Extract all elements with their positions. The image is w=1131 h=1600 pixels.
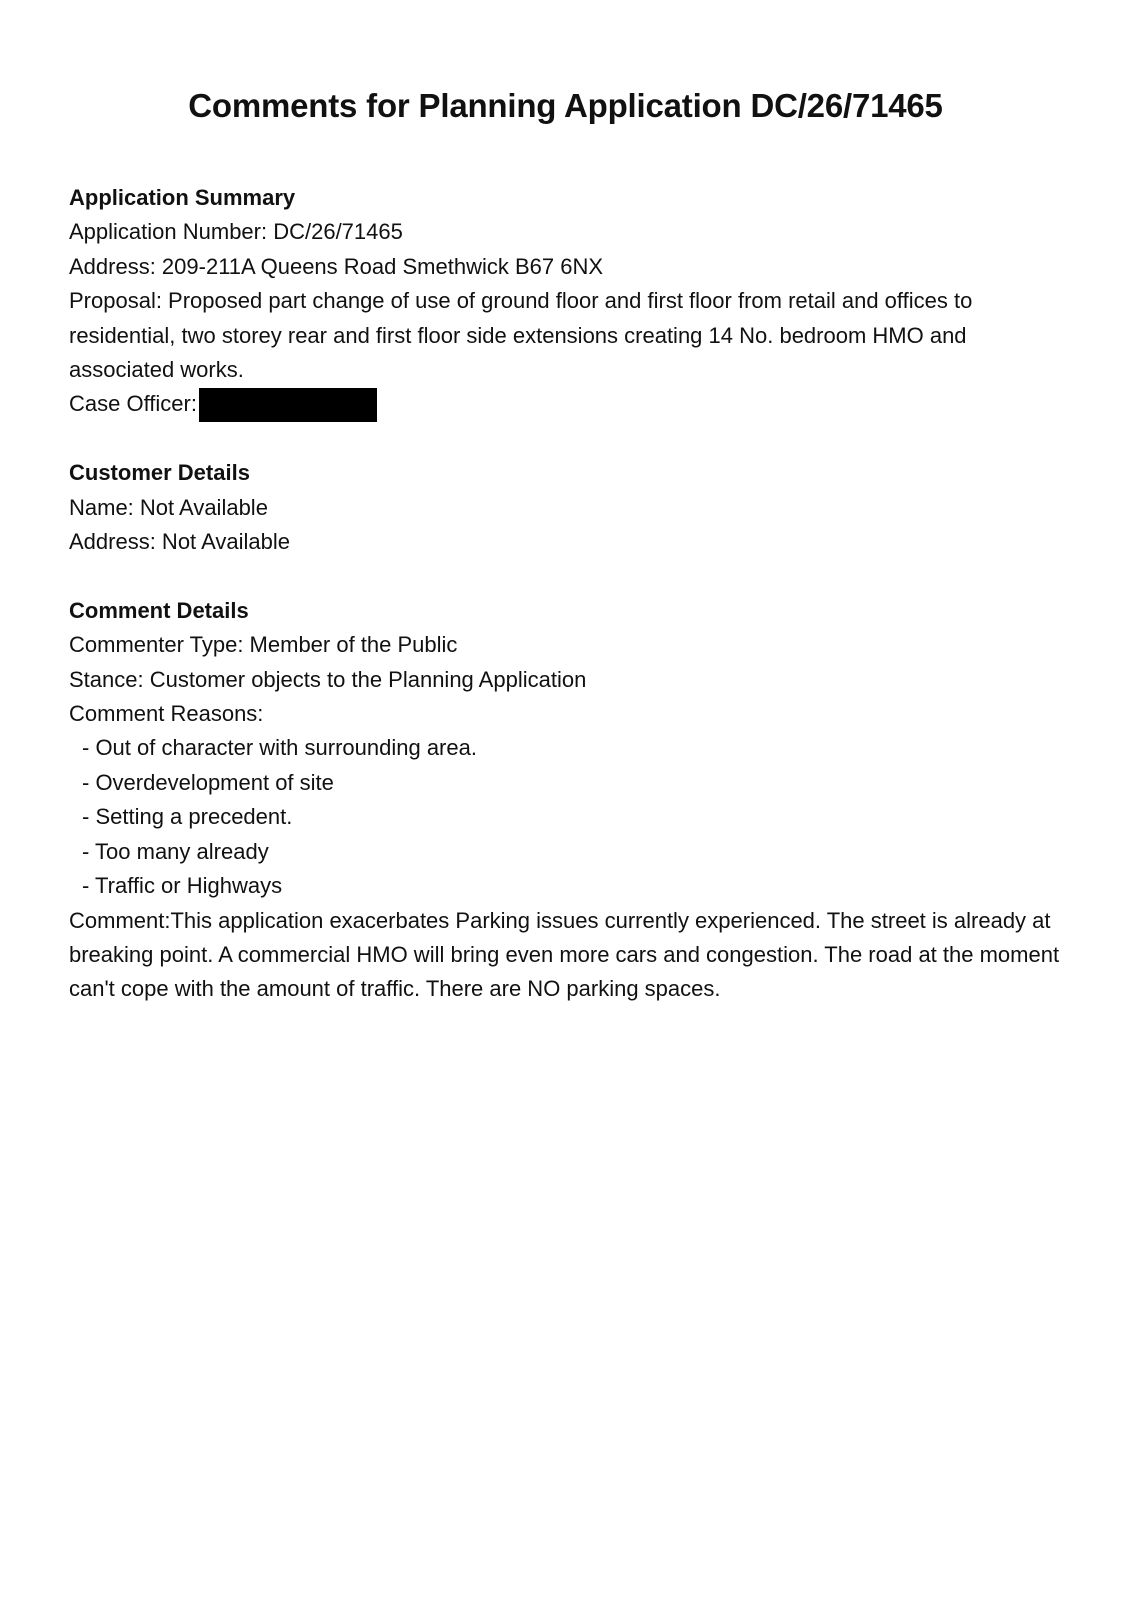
comment-reason-item: - Too many already <box>82 838 269 864</box>
comment-reason-item: - Setting a precedent. <box>82 804 293 830</box>
comment-reason-item: - Out of character with surrounding area. <box>82 735 477 761</box>
stance: Stance: Customer objects to the Planning Application <box>69 666 587 692</box>
application-summary-section <box>69 181 1069 422</box>
application-number: Application Number: DC/26/71465 <box>69 219 403 245</box>
comment-details-heading: Comment Details <box>69 597 249 623</box>
commenter-type: Commenter Type: Member of the Public <box>69 632 458 658</box>
customer-name: Name: Not Available <box>69 494 268 520</box>
comment-reasons-label: Comment Reasons: <box>69 701 264 727</box>
application-address: Address: 209-211A Queens Road Smethwick B67 6NX <box>69 253 604 279</box>
section-spacer <box>69 559 1069 593</box>
customer-address: Address: Not Available <box>69 529 290 555</box>
comment-reason-item: - Traffic or Highways <box>82 873 283 899</box>
comment-details-section <box>69 594 1069 1007</box>
document-body <box>69 181 1069 1007</box>
case-officer-row <box>69 387 1069 421</box>
case-officer-label: Case Officer: <box>69 391 197 417</box>
section-spacer <box>69 422 1069 456</box>
page-title: Comments for Planning Application DC/26/71465 <box>188 87 943 124</box>
application-summary-heading: Application Summary <box>69 185 296 210</box>
comment-reason-item: - Overdevelopment of site <box>82 769 334 795</box>
application-proposal: Proposal: Proposed part change of use of ground floor and first floor from retail and offices to residential, two storey rear and first floor side extensions creating 14 No. bedroom HMO and associated works. <box>69 288 973 383</box>
comment-text: Comment:This application exacerbates Parking issues currently experienced. The street is already at breaking point. A commercial HMO will bring even more cars and congestion. The road at the moment can't cope with the amount of traffic. There are NO parking spaces. <box>69 907 1060 1002</box>
redaction-box <box>199 388 377 422</box>
customer-details-section <box>69 456 1069 559</box>
customer-details-heading: Customer Details <box>69 460 250 486</box>
